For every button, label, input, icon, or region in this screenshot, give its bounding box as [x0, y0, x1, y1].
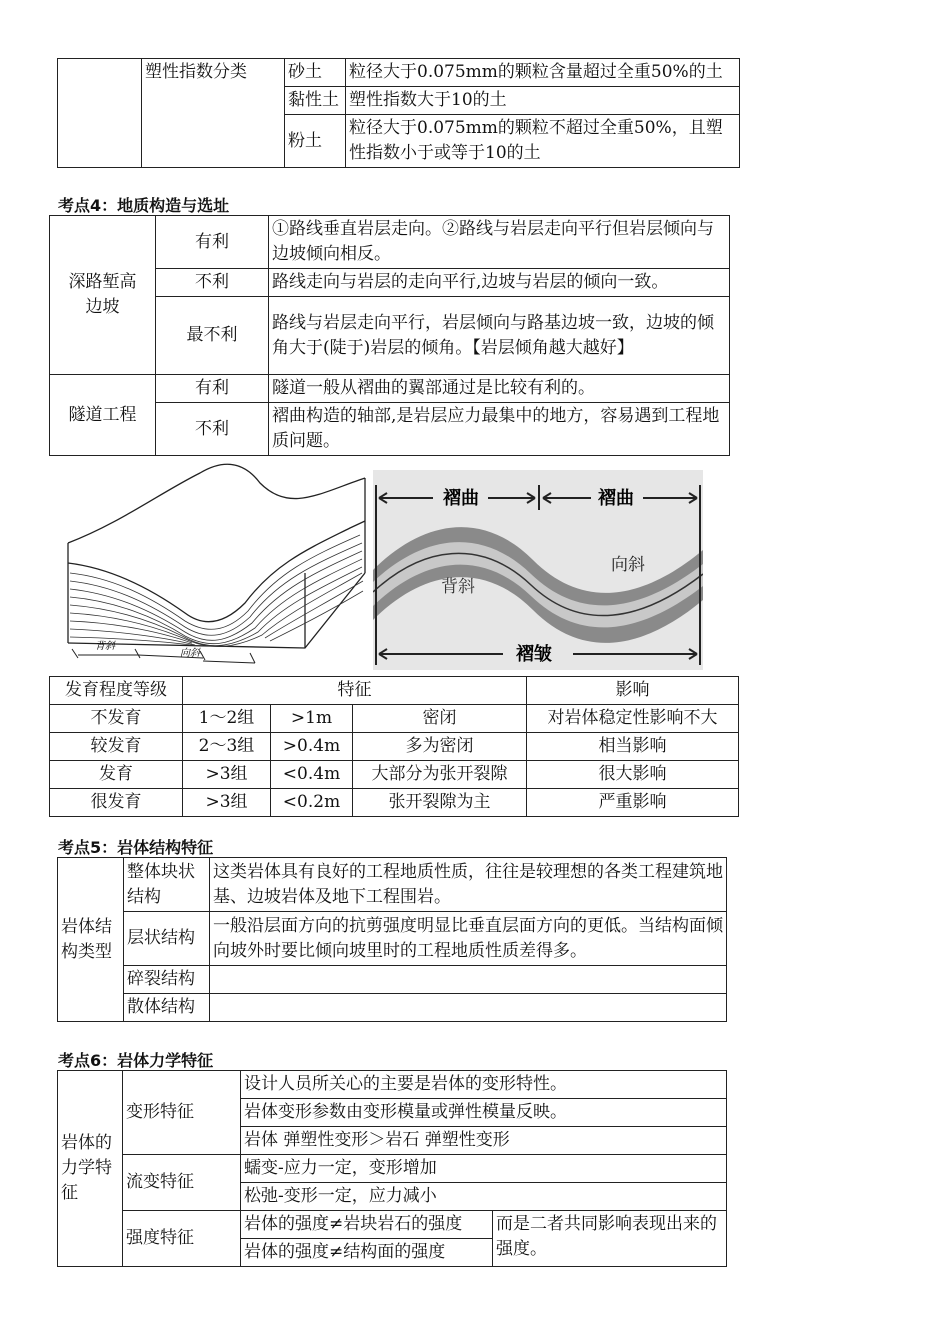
header-cell: 特征: [183, 677, 527, 705]
cell: 1～2组: [183, 705, 271, 733]
rock-mechanics-table: [57, 1070, 727, 1267]
verdict-cell: 有利: [156, 216, 269, 269]
feature-cell: 强度特征: [123, 1211, 241, 1267]
cell: >3组: [183, 789, 271, 817]
soil-desc: 塑性指数大于10的土: [346, 87, 740, 115]
fold-section-diagram: [373, 470, 703, 670]
desc-cell: 设计人员所关心的主要是岩体的变形特性。: [241, 1071, 727, 1099]
cell: <0.4m: [271, 761, 353, 789]
cell: 密闭: [353, 705, 527, 733]
fold-block-diagram: [60, 453, 370, 668]
cell: 相当影响: [527, 733, 739, 761]
syncline-label-left: 向斜: [180, 648, 200, 659]
desc-cell: 这类岩体具有良好的工程地质性质，往往是较理想的各类工程建筑地基、边坡岩体及地下工程围岩。: [210, 858, 727, 912]
desc-cell: 岩体 弹塑性变形＞岩石 弹塑性变形: [241, 1127, 727, 1155]
category-label: 深路堑高边坡: [68, 272, 137, 317]
soil-desc: 粒径大于0.075mm的颗粒含量超过全重50%的土: [346, 59, 740, 87]
table-row: [50, 705, 739, 733]
desc-cell: 岩体的强度≠结构面的强度: [241, 1239, 493, 1267]
syncline-label: 向斜: [611, 555, 645, 575]
cell: 大部分为张开裂隙: [353, 761, 527, 789]
anticline-label-left: 背斜: [95, 641, 115, 652]
cell: 对岩体稳定性影响不大: [527, 705, 739, 733]
desc-cell: 一般沿层面方向的抗剪强度明显比垂直层面方向的更低。当结构面倾向坡外时要比倾向坡里时的工程地质性质差得多。: [210, 912, 727, 966]
desc-cell: 松弛-变形一定，应力减小: [241, 1183, 727, 1211]
desc-cell: [210, 994, 727, 1022]
desc-cell: [210, 966, 727, 994]
anticline-label: 背斜: [441, 577, 475, 597]
type-cell: 整体块状结构: [124, 858, 210, 912]
cell: 发育: [50, 761, 183, 789]
structure-site-table: [49, 215, 730, 456]
section-heading: 考点4：地质构造与选址: [58, 196, 230, 215]
header-cell: 影响: [527, 677, 739, 705]
cell: >0.4m: [271, 733, 353, 761]
category-cell: [50, 216, 156, 375]
verdict-cell: 不利: [156, 403, 269, 456]
soil-type: 黏性土: [285, 87, 346, 115]
soil-type: 粉土: [285, 115, 346, 168]
fold-label: 褶曲: [598, 488, 634, 509]
category-cell: 岩体结构类型: [58, 858, 124, 1022]
section-heading: 考点6：岩体力学特征: [58, 1051, 214, 1070]
desc-cell: 蠕变-应力一定，变形增加: [241, 1155, 727, 1183]
soil-classification-table: [57, 58, 740, 168]
category-cell: 隧道工程: [50, 375, 156, 456]
rock-structure-table: [57, 857, 727, 1022]
desc-cell: ①路线垂直岩层走向。②路线与岩层走向平行但岩层倾向与边坡倾向相反。: [269, 216, 730, 269]
fold-label: 褶曲: [443, 488, 479, 509]
desc-cell: 岩体的强度≠岩块岩石的强度: [241, 1211, 493, 1239]
fold-zone-label: 褶皱: [516, 644, 552, 665]
desc-cell: 隧道一般从褶曲的翼部通过是比较有利的。: [269, 375, 730, 403]
desc-cell: 路线与岩层走向平行，岩层倾向与路基边坡一致，边坡的倾角大于(陡于)岩层的倾角。【岩层倾角越大越好】: [269, 297, 730, 375]
table-row: [50, 761, 739, 789]
header-cell: 发育程度等级: [50, 677, 183, 705]
type-cell: 碎裂结构: [124, 966, 210, 994]
joint-development-table: [49, 676, 739, 817]
group-label: 塑性指数分类: [142, 59, 285, 168]
cell: >1m: [271, 705, 353, 733]
blank-cell: [58, 59, 142, 168]
cell: 较发育: [50, 733, 183, 761]
desc-cell: 岩体变形参数由变形模量或弹性模量反映。: [241, 1099, 727, 1127]
verdict-cell: 有利: [156, 375, 269, 403]
cell: 多为密闭: [353, 733, 527, 761]
feature-cell: 流变特征: [123, 1155, 241, 1211]
desc-cell: 而是二者共同影响表现出来的强度。: [493, 1211, 727, 1267]
type-cell: 层状结构: [124, 912, 210, 966]
verdict-cell: 不利: [156, 269, 269, 297]
cell: 很大影响: [527, 761, 739, 789]
cell: 张开裂隙为主: [353, 789, 527, 817]
soil-desc: 粒径大于0.075mm的颗粒不超过全重50%，且塑性指数小于或等于10的土: [346, 115, 740, 168]
feature-cell: 变形特征: [123, 1071, 241, 1155]
table-row: [50, 733, 739, 761]
cell: 很发育: [50, 789, 183, 817]
desc-cell: 路线走向与岩层的走向平行,边坡与岩层的倾向一致。: [269, 269, 730, 297]
type-cell: 散体结构: [124, 994, 210, 1022]
section-heading: 考点5：岩体结构特征: [58, 838, 214, 857]
soil-type: 砂土: [285, 59, 346, 87]
verdict-cell: 最不利: [156, 297, 269, 375]
category-cell: 岩体的力学特征: [58, 1071, 123, 1267]
cell: 2～3组: [183, 733, 271, 761]
cell: 不发育: [50, 705, 183, 733]
cell: <0.2m: [271, 789, 353, 817]
cell: 严重影响: [527, 789, 739, 817]
table-row: [50, 789, 739, 817]
cell: >3组: [183, 761, 271, 789]
desc-cell: 褶曲构造的轴部,是岩层应力最集中的地方，容易遇到工程地质问题。: [269, 403, 730, 456]
